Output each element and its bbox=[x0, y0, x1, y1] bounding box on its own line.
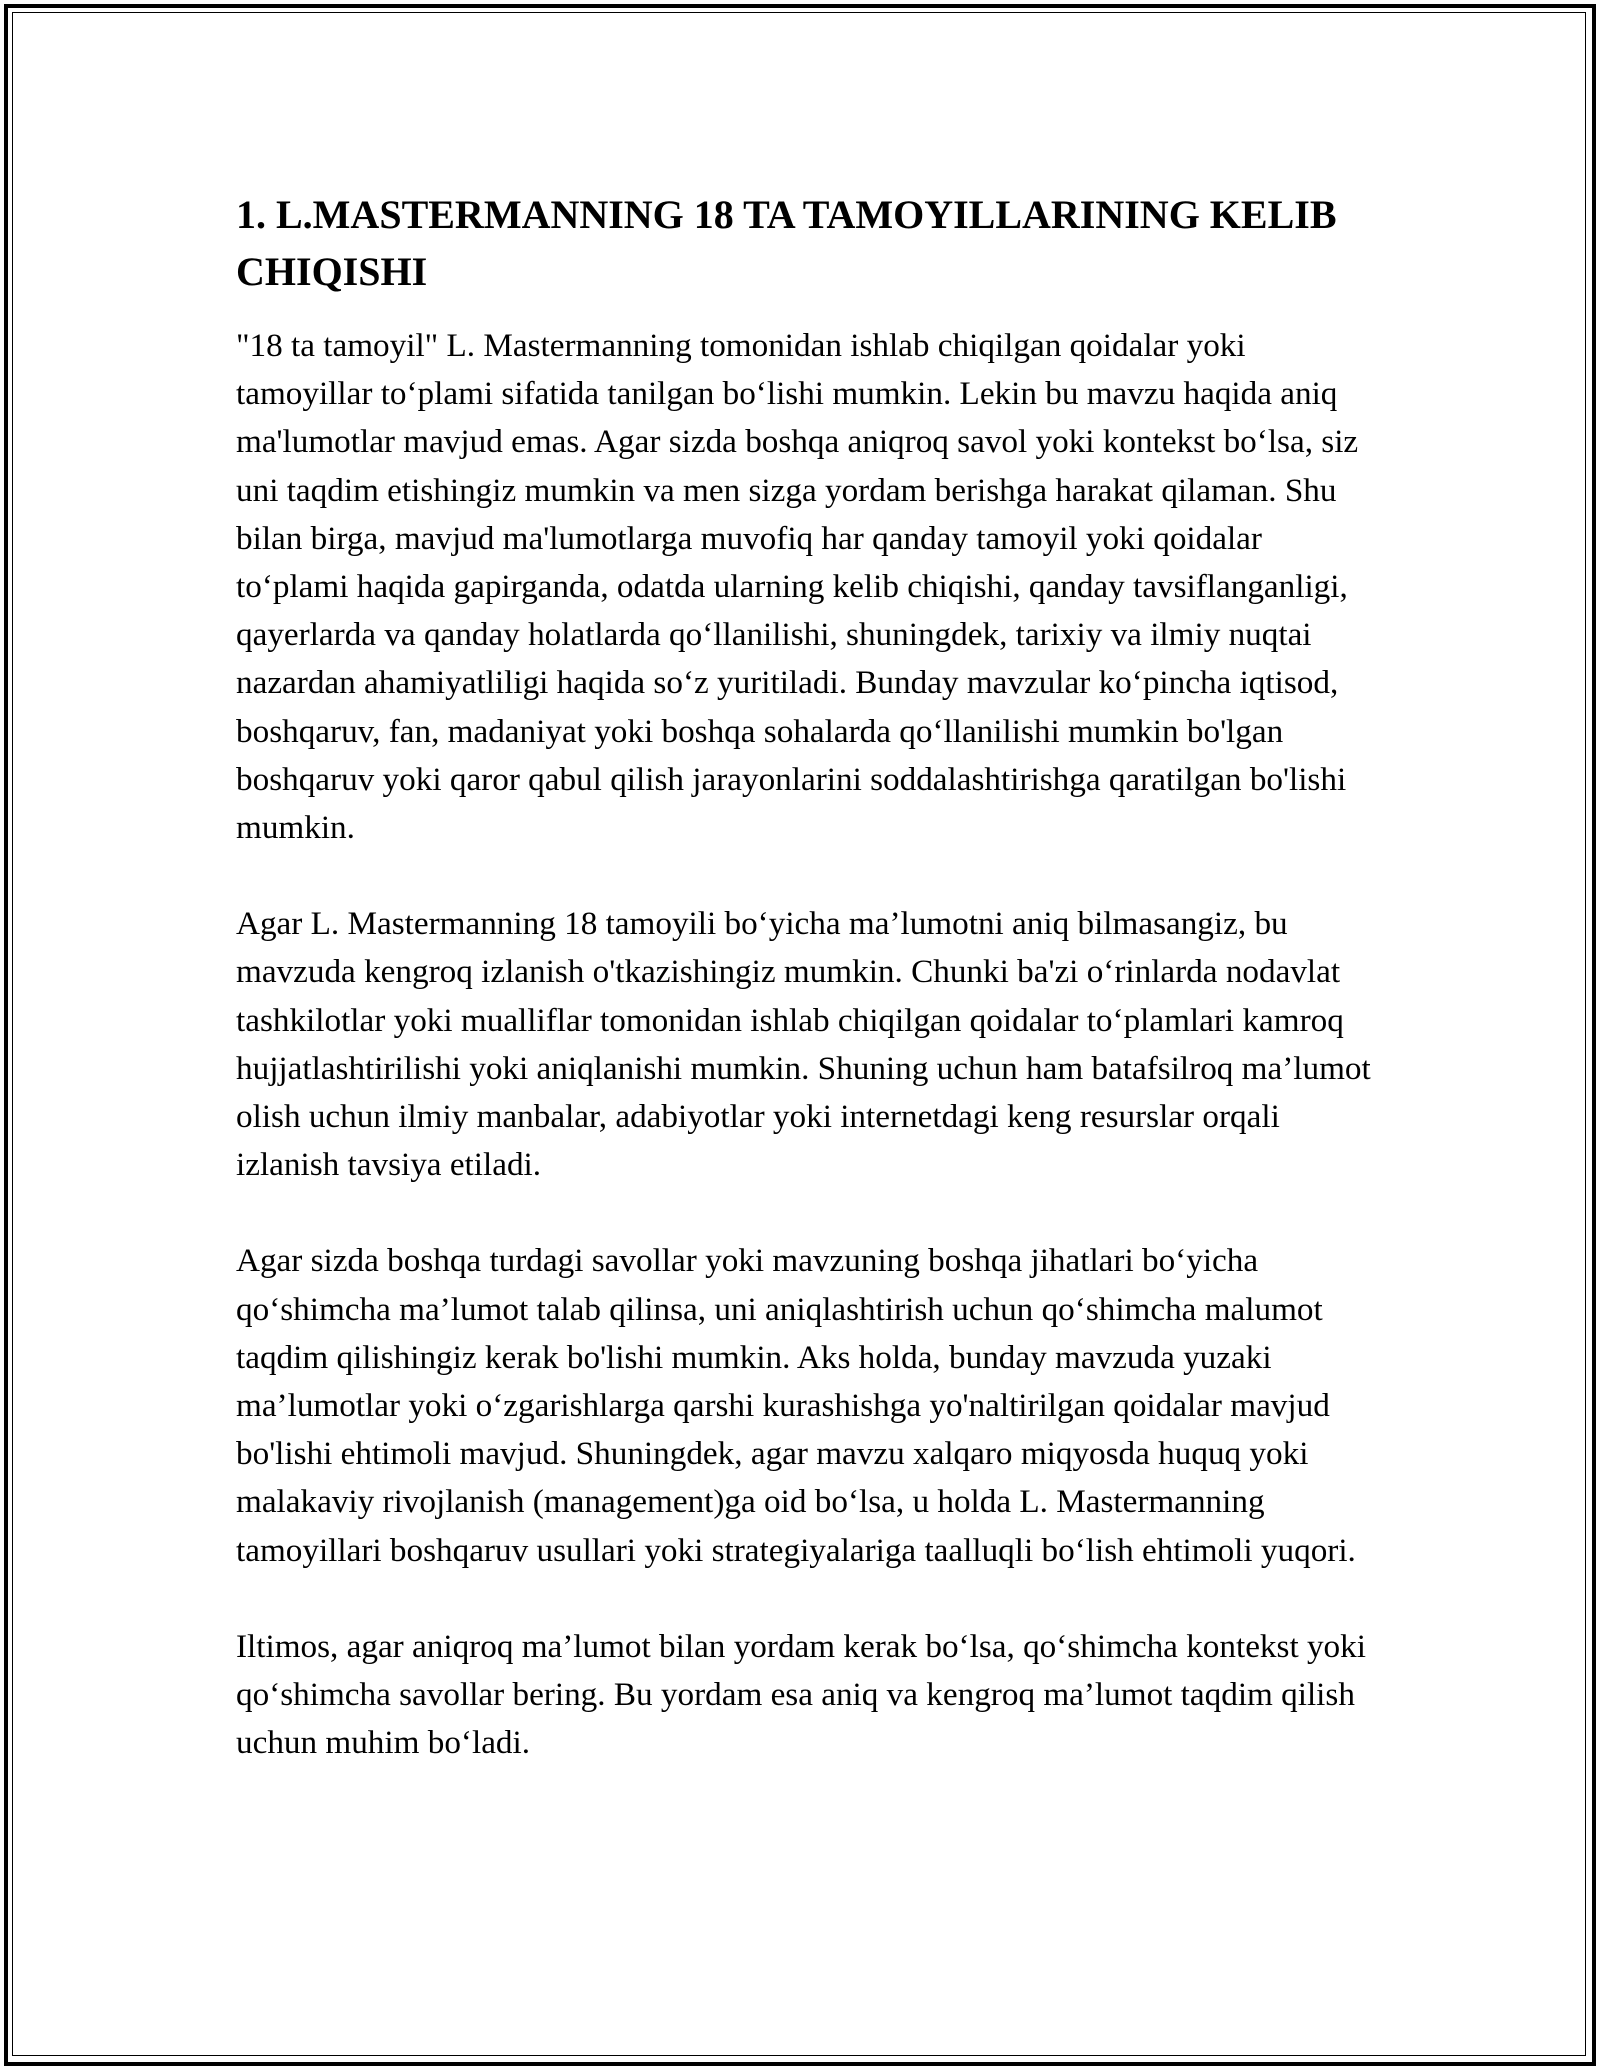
paragraph-1: "18 ta tamoyil" L. Mastermanning tomonidan ishlab chiqilgan qoidalar yoki tamoyillar to‘plami sifatida tanilgan bo‘lishi mumkin. Lekin bu mavzu haqida aniq ma'lumotlar mavjud emas. Agar sizda boshqa aniqroq savol yoki kontekst bo‘lsa, siz uni taqdim etishingiz mumkin va men sizga yordam berishga harakat qilaman. Shu bilan birga, mavjud ma'lumotlarga muvofiq har qanday tamoyil yoki qoidalar to‘plami haqida gapirganda, odatda ularning kelib chiqishi, qanday tavsiflanganligi, qayerlarda va qanday holatlarda qo‘llanilishi, shuningdek, tarixiy va ilmiy nuqtai nazardan ahamiyatliligi haqida so‘z yuritiladi. Bunday mavzular ko‘pincha iqtisod, boshqaruv, fan, madaniyat yoki boshqa sohalarda qo‘llanilishi mumkin bo'lgan boshqaruv yoki qaror qabul qilish jarayonlarini soddalashtirishga qaratilgan bo'lishi mumkin. bbox=[236, 327, 1359, 847]
document-body bbox=[236, 186, 1376, 1815]
paragraph-2: Agar L. Mastermanning 18 tamoyili bo‘yicha ma’lumotni aniq bilmasangiz, bu mavzuda kengroq izlanish o'tkazishingiz mumkin. Chunki ba'zi o‘rinlarda nodavlat tashkilotlar yoki mualliflar tomonidan ishlab chiqilgan qoidalar to‘plamlari kamroq hujjatlashtirilishi yoki aniqlanishi mumkin. Shuning uchun ham batafsilroq ma’lumot olish uchun ilmiy manbalar, adabiyotlar yoki internetdagi keng resurslar orqali izlanish tavsiya etiladi. bbox=[236, 905, 1371, 1184]
document-title: 1. L.MASTERMANNING 18 TA TAMOYILLARINING KELIB CHIQISHI bbox=[236, 192, 1337, 294]
paragraph-3: Agar sizda boshqa turdagi savollar yoki mavzuning boshqa jihatlari bo‘yicha qo‘shimcha ma’lumot talab qilinsa, uni aniqlashtirish uchun qo‘shimcha malumot taqdim qilishingiz kerak bo'lishi mumkin. Aks holda, bunday mavzuda yuzaki ma’lumotlar yoki o‘zgarishlarga qarshi kurashishga yo'naltirilgan qoidalar mavjud bo'lishi ehtimoli mavjud. Shuningdek, agar mavzu xalqaro miqyosda huquq yoki malakaviy rivojlanish (management)ga oid bo‘lsa, u holda L. Mastermanning tamoyillari boshqaruv usullari yoki strategiyalariga taalluqli bo‘lish ehtimoli yuqori. bbox=[236, 1242, 1356, 1569]
paragraph-4: Iltimos, agar aniqroq ma’lumot bilan yordam kerak bo‘lsa, qo‘shimcha kontekst yoki qo‘shimcha savollar bering. Bu yordam esa aniq va kengroq ma’lumot taqdim qilish uchun muhim bo‘ladi. bbox=[236, 1627, 1366, 1762]
